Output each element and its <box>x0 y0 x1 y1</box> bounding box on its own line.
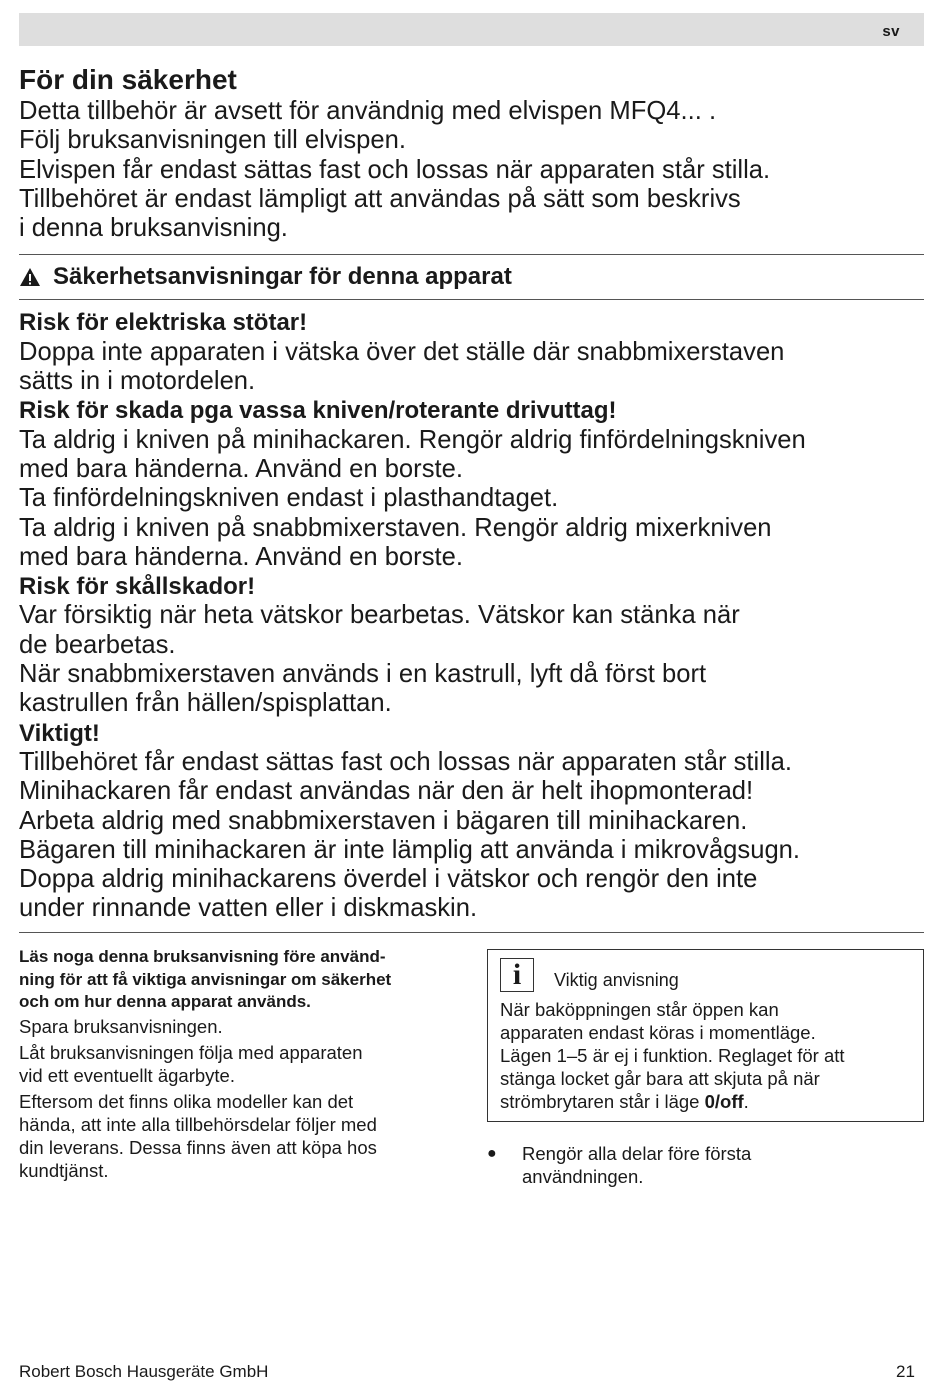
risk-line: Bägaren till minihackaren är inte lämplig att använda i mikrovågsugn. <box>19 835 801 864</box>
bullet-item <box>487 1142 924 1188</box>
risk-line: Ta aldrig i kniven på minihackaren. Rengör aldrig finfördelningskniven <box>19 425 806 454</box>
switch-position: 0/off <box>704 1091 744 1112</box>
risk-important <box>19 719 924 924</box>
right-column <box>487 949 924 1188</box>
read-notice-line: ning för att få viktiga anvisningar om säkerhet <box>19 969 392 989</box>
left-line: kundtjänst. <box>19 1159 109 1181</box>
risk-line: kastrullen från hällen/spisplattan. <box>19 689 392 718</box>
safety-line: Elvispen får endast sättas fast och lossas när apparaten står stilla. <box>19 155 771 184</box>
risk-heading: Risk för skada pga vassa kniven/roterante drivuttag! <box>19 397 617 425</box>
divider <box>19 932 924 933</box>
note-header <box>500 958 911 992</box>
risk-knife <box>19 396 924 572</box>
left-column <box>19 946 459 1182</box>
left-paragraph <box>19 1090 459 1182</box>
language-bar <box>19 13 924 46</box>
left-line: Spara bruksanvisningen. <box>19 1015 223 1037</box>
left-line: Eftersom det finns olika modeller kan det <box>19 1090 354 1112</box>
note-line: När baköppningen står öppen kan <box>500 999 779 1020</box>
risk-line: Tillbehöret får endast sättas fast och lossas när apparaten står stilla. <box>19 747 792 776</box>
language-code: sv <box>882 23 900 40</box>
safety-text <box>19 97 924 243</box>
risk-line: Arbeta aldrig med snabbmixerstaven i bägaren till minihackaren. <box>19 806 748 835</box>
read-notice-line: Läs noga denna bruksanvisning före använd- <box>19 947 386 966</box>
risk-heading: Viktigt! <box>19 719 100 747</box>
risk-heading: Risk för skållskador! <box>19 573 256 601</box>
note-line-text: strömbrytaren står i läge <box>500 1091 705 1112</box>
safety-line: Detta tillbehör är avsett för användnig med elvispen MFQ4... . <box>19 97 717 125</box>
risk-sections <box>19 308 924 923</box>
main-content <box>19 63 924 933</box>
left-line: Låt bruksanvisningen följa med apparaten <box>19 1041 363 1063</box>
bullet-dot-icon: ● <box>487 1145 497 1162</box>
warning-triangle-icon <box>19 267 41 287</box>
note-line: stänga locket går bara att skjuta på när <box>500 1068 820 1089</box>
risk-line: Ta aldrig i kniven på snabbmixerstaven. Rengör aldrig mixerkniven <box>19 513 772 542</box>
risk-line: Doppa inte apparaten i vätska över det ställe där snabbmixerstaven <box>19 337 785 366</box>
note-line: apparaten endast köras i momentläge. <box>500 1022 816 1043</box>
divider <box>19 299 924 300</box>
page-number: 21 <box>896 1362 915 1381</box>
risk-electric <box>19 308 924 396</box>
safety-title: För din säkerhet <box>19 64 237 95</box>
footer-company: Robert Bosch Hausgeräte GmbH <box>19 1362 269 1381</box>
left-paragraph <box>19 1041 459 1087</box>
info-icon: i <box>500 958 534 992</box>
risk-line: Minihackaren får endast användas när den är helt ihopmonterad! <box>19 777 754 806</box>
risk-line: de bearbetas. <box>19 630 176 659</box>
bullet-line: Rengör alla delar före första <box>522 1143 752 1164</box>
read-notice-line: och om hur denna apparat används. <box>19 992 311 1012</box>
safety-line: Tillbehöret är endast lämpligt att användas på sätt som beskrivs <box>19 184 741 213</box>
risk-line: med bara händerna. Använd en borste. <box>19 542 463 571</box>
risk-line: När snabbmixerstaven används i en kastrull, lyft då först bort <box>19 660 707 689</box>
safety-line: Följ bruksanvisningen till elvispen. <box>19 126 406 155</box>
left-line: hända, att inte alla tillbehörsdelar följer med <box>19 1113 377 1135</box>
left-paragraph <box>19 1015 459 1038</box>
left-line: din leverans. Dessa finns även att köpa hos <box>19 1136 377 1158</box>
bullet-text <box>522 1142 751 1188</box>
left-line: vid ett eventuellt ägarbyte. <box>19 1064 235 1086</box>
note-title: Viktig anvisning <box>554 969 679 990</box>
important-note-box <box>487 949 924 1122</box>
risk-line: sätts in i motordelen. <box>19 367 256 396</box>
risk-line: med bara händerna. Använd en borste. <box>19 454 463 483</box>
note-line-end: . <box>743 1091 749 1112</box>
risk-line: Ta finfördelningskniven endast i plasthandtaget. <box>19 484 559 513</box>
risk-heading: Risk för elektriska stötar! <box>19 309 308 337</box>
safety-line: i denna bruksanvisning. <box>19 214 288 243</box>
warning-header <box>19 255 924 299</box>
warning-title: Säkerhetsanvisningar för denna apparat <box>53 263 512 291</box>
note-line: Lägen 1–5 är ej i funktion. Reglaget för att <box>500 1045 845 1066</box>
risk-scald <box>19 572 924 718</box>
risk-line: Doppa aldrig minihackarens överdel i vätskor och rengör den inte <box>19 865 758 894</box>
risk-line: under rinnande vatten eller i diskmaskin. <box>19 894 478 923</box>
bullet-line: användningen. <box>522 1166 644 1187</box>
risk-line: Var försiktig när heta vätskor bearbetas. Vätskor kan stänka när <box>19 601 740 630</box>
note-line <box>500 1090 911 1113</box>
